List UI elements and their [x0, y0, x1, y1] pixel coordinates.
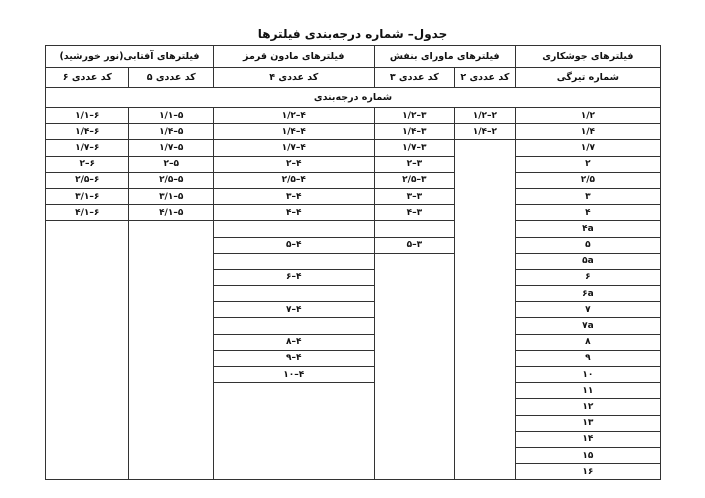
- filter-grading-table: [45, 45, 661, 480]
- code2-cell: [454, 156, 515, 172]
- shade-cell: ۷: [515, 302, 660, 318]
- code3-cell: [374, 318, 454, 334]
- code3-cell: ۳–۴: [374, 205, 454, 221]
- code6-cell: [46, 447, 129, 463]
- code4-cell: ۴–۱/۷: [213, 140, 374, 156]
- code4-cell: [213, 383, 374, 399]
- code2-cell: [454, 140, 515, 156]
- code2-cell: [454, 350, 515, 366]
- code2-cell: [454, 334, 515, 350]
- code6-cell: ۶–۲/۵: [46, 172, 129, 188]
- table-row: [46, 188, 661, 204]
- code3-cell: [374, 399, 454, 415]
- code3-cell: [374, 367, 454, 383]
- code3-cell: [374, 431, 454, 447]
- header-solar-filters: فیلترهای آفتابی(نور خورشید): [46, 46, 214, 68]
- code2-cell: [454, 221, 515, 237]
- shade-cell: ۶: [515, 269, 660, 285]
- code5-cell: [129, 286, 213, 302]
- code5-cell: [129, 431, 213, 447]
- shade-cell: ۱/۷: [515, 140, 660, 156]
- table-row: [46, 269, 661, 285]
- code5-cell: [129, 318, 213, 334]
- shade-cell: ۷a: [515, 318, 660, 334]
- code4-cell: ۴–۶: [213, 269, 374, 285]
- code4-cell: ۴–۲/۵: [213, 172, 374, 188]
- code6-cell: ۶–۴/۱: [46, 205, 129, 221]
- table-row: [46, 431, 661, 447]
- code6-cell: [46, 269, 129, 285]
- shade-cell: ۲: [515, 156, 660, 172]
- header-code-4: کد عددی ۴: [213, 68, 374, 88]
- code3-cell: ۳–۳: [374, 188, 454, 204]
- code2-cell: [454, 464, 515, 480]
- shade-cell: ۶a: [515, 286, 660, 302]
- code6-cell: [46, 334, 129, 350]
- code5-cell: [129, 464, 213, 480]
- code4-cell: ۴–۹: [213, 350, 374, 366]
- code6-cell: [46, 302, 129, 318]
- code4-cell: [213, 431, 374, 447]
- code5-cell: [129, 269, 213, 285]
- code5-cell: [129, 399, 213, 415]
- code5-cell: [129, 334, 213, 350]
- code4-cell: [213, 464, 374, 480]
- code4-cell: ۴–۴: [213, 205, 374, 221]
- code5-cell: [129, 302, 213, 318]
- code6-cell: ۶–۱/۴: [46, 124, 129, 140]
- shade-cell: ۳: [515, 188, 660, 204]
- code2-cell: [454, 318, 515, 334]
- code4-cell: ۴–۱۰: [213, 367, 374, 383]
- shade-cell: ۴: [515, 205, 660, 221]
- shade-cell: ۵: [515, 237, 660, 253]
- code6-cell: [46, 415, 129, 431]
- code5-cell: ۵–۲/۵: [129, 172, 213, 188]
- table-row: [46, 286, 661, 302]
- table-row: [46, 221, 661, 237]
- code5-cell: ۵–۱/۴: [129, 124, 213, 140]
- code2-cell: [454, 188, 515, 204]
- code5-cell: [129, 415, 213, 431]
- table-row: [46, 399, 661, 415]
- code5-cell: [129, 383, 213, 399]
- table-row: [46, 124, 661, 140]
- shade-cell: ۱۵: [515, 447, 660, 463]
- code3-cell: ۳–۱/۲: [374, 108, 454, 124]
- table-row: [46, 367, 661, 383]
- header-code-2: کد عددی ۲: [454, 68, 515, 88]
- table-row: [46, 447, 661, 463]
- code5-cell: [129, 221, 213, 237]
- shade-cell: ۱۶: [515, 464, 660, 480]
- code3-cell: [374, 464, 454, 480]
- code5-cell: ۵–۱/۱: [129, 108, 213, 124]
- table-row: [46, 253, 661, 269]
- code2-cell: [454, 399, 515, 415]
- table-row: [46, 205, 661, 221]
- code6-cell: [46, 253, 129, 269]
- code4-cell: [213, 415, 374, 431]
- header-code-5: کد عددی ۵: [129, 68, 213, 88]
- code3-cell: [374, 221, 454, 237]
- code6-cell: [46, 383, 129, 399]
- code3-cell: [374, 447, 454, 463]
- code4-cell: ۴–۲: [213, 156, 374, 172]
- code4-cell: ۴–۳: [213, 188, 374, 204]
- code2-cell: [454, 447, 515, 463]
- code4-cell: ۴–۱/۴: [213, 124, 374, 140]
- code2-cell: ۲–۱/۴: [454, 124, 515, 140]
- code5-cell: [129, 350, 213, 366]
- code3-cell: [374, 253, 454, 269]
- code2-cell: [454, 269, 515, 285]
- code6-cell: [46, 221, 129, 237]
- table-row: [46, 237, 661, 253]
- code4-cell: [213, 221, 374, 237]
- code6-cell: [46, 399, 129, 415]
- code6-cell: [46, 350, 129, 366]
- shade-cell: ۱/۴: [515, 124, 660, 140]
- table-row: [46, 350, 661, 366]
- code5-cell: [129, 253, 213, 269]
- code2-cell: [454, 253, 515, 269]
- code4-cell: [213, 253, 374, 269]
- code4-cell: ۴–۱/۲: [213, 108, 374, 124]
- header-ir-filters: فیلترهای مادون قرمز: [213, 46, 374, 68]
- shade-cell: ۱/۲: [515, 108, 660, 124]
- shade-cell: ۴a: [515, 221, 660, 237]
- shade-cell: ۹: [515, 350, 660, 366]
- code6-cell: [46, 431, 129, 447]
- table-row: [46, 464, 661, 480]
- table-row: [46, 334, 661, 350]
- header-code-3: کد عددی ۳: [374, 68, 454, 88]
- code4-cell: [213, 399, 374, 415]
- code2-cell: [454, 237, 515, 253]
- code3-cell: ۳–۱/۷: [374, 140, 454, 156]
- header-shade-number: شماره تیرگی: [515, 68, 660, 88]
- code2-cell: [454, 205, 515, 221]
- table-row: [46, 172, 661, 188]
- code3-cell: [374, 383, 454, 399]
- code5-cell: ۵–۳/۱: [129, 188, 213, 204]
- code3-cell: ۳–۱/۴: [374, 124, 454, 140]
- code6-cell: [46, 286, 129, 302]
- shade-cell: ۱۴: [515, 431, 660, 447]
- code5-cell: [129, 367, 213, 383]
- code2-cell: [454, 172, 515, 188]
- code2-cell: [454, 431, 515, 447]
- code6-cell: ۶–۱/۱: [46, 108, 129, 124]
- code4-cell: ۴–۸: [213, 334, 374, 350]
- code4-cell: [213, 318, 374, 334]
- code3-cell: [374, 269, 454, 285]
- code6-cell: [46, 237, 129, 253]
- code6-cell: ۶–۱/۷: [46, 140, 129, 156]
- header-welding-filters: فیلترهای جوشکاری: [515, 46, 660, 68]
- table-row: [46, 156, 661, 172]
- table-caption: جدول– شماره درجه‌بندی فیلترها: [257, 27, 448, 41]
- code6-cell: ۶–۳/۱: [46, 188, 129, 204]
- code2-cell: [454, 302, 515, 318]
- shade-cell: ۱۳: [515, 415, 660, 431]
- code4-cell: [213, 447, 374, 463]
- code2-cell: [454, 415, 515, 431]
- code2-cell: [454, 383, 515, 399]
- code5-cell: ۵–۴/۱: [129, 205, 213, 221]
- shade-cell: ۱۰: [515, 367, 660, 383]
- code5-cell: [129, 447, 213, 463]
- code5-cell: [129, 237, 213, 253]
- code2-cell: [454, 367, 515, 383]
- code3-cell: ۳–۲/۵: [374, 172, 454, 188]
- shade-cell: ۱۱: [515, 383, 660, 399]
- table-row: [46, 415, 661, 431]
- shade-cell: ۸: [515, 334, 660, 350]
- header-uv-filters: فیلترهای ماورای بنفش: [374, 46, 515, 68]
- header-code-6: کد عددی ۶: [46, 68, 129, 88]
- table-row: [46, 383, 661, 399]
- code3-cell: [374, 415, 454, 431]
- code4-cell: ۴–۷: [213, 302, 374, 318]
- code3-cell: [374, 286, 454, 302]
- code4-cell: ۴–۵: [213, 237, 374, 253]
- code6-cell: [46, 318, 129, 334]
- code2-cell: ۲–۱/۲: [454, 108, 515, 124]
- code3-cell: [374, 302, 454, 318]
- table-row: [46, 318, 661, 334]
- table-row: [46, 302, 661, 318]
- grading-band-label: شماره درجه‌بندی: [46, 88, 661, 108]
- code4-cell: [213, 286, 374, 302]
- code3-cell: ۳–۲: [374, 156, 454, 172]
- shade-cell: ۲/۵: [515, 172, 660, 188]
- shade-cell: ۱۲: [515, 399, 660, 415]
- code6-cell: [46, 464, 129, 480]
- code5-cell: ۵–۲: [129, 156, 213, 172]
- shade-cell: ۵a: [515, 253, 660, 269]
- code2-cell: [454, 286, 515, 302]
- table-row: [46, 108, 661, 124]
- code5-cell: ۵–۱/۷: [129, 140, 213, 156]
- code6-cell: [46, 367, 129, 383]
- table-row: [46, 140, 661, 156]
- code3-cell: [374, 350, 454, 366]
- code3-cell: [374, 334, 454, 350]
- code3-cell: ۳–۵: [374, 237, 454, 253]
- code6-cell: ۶–۲: [46, 156, 129, 172]
